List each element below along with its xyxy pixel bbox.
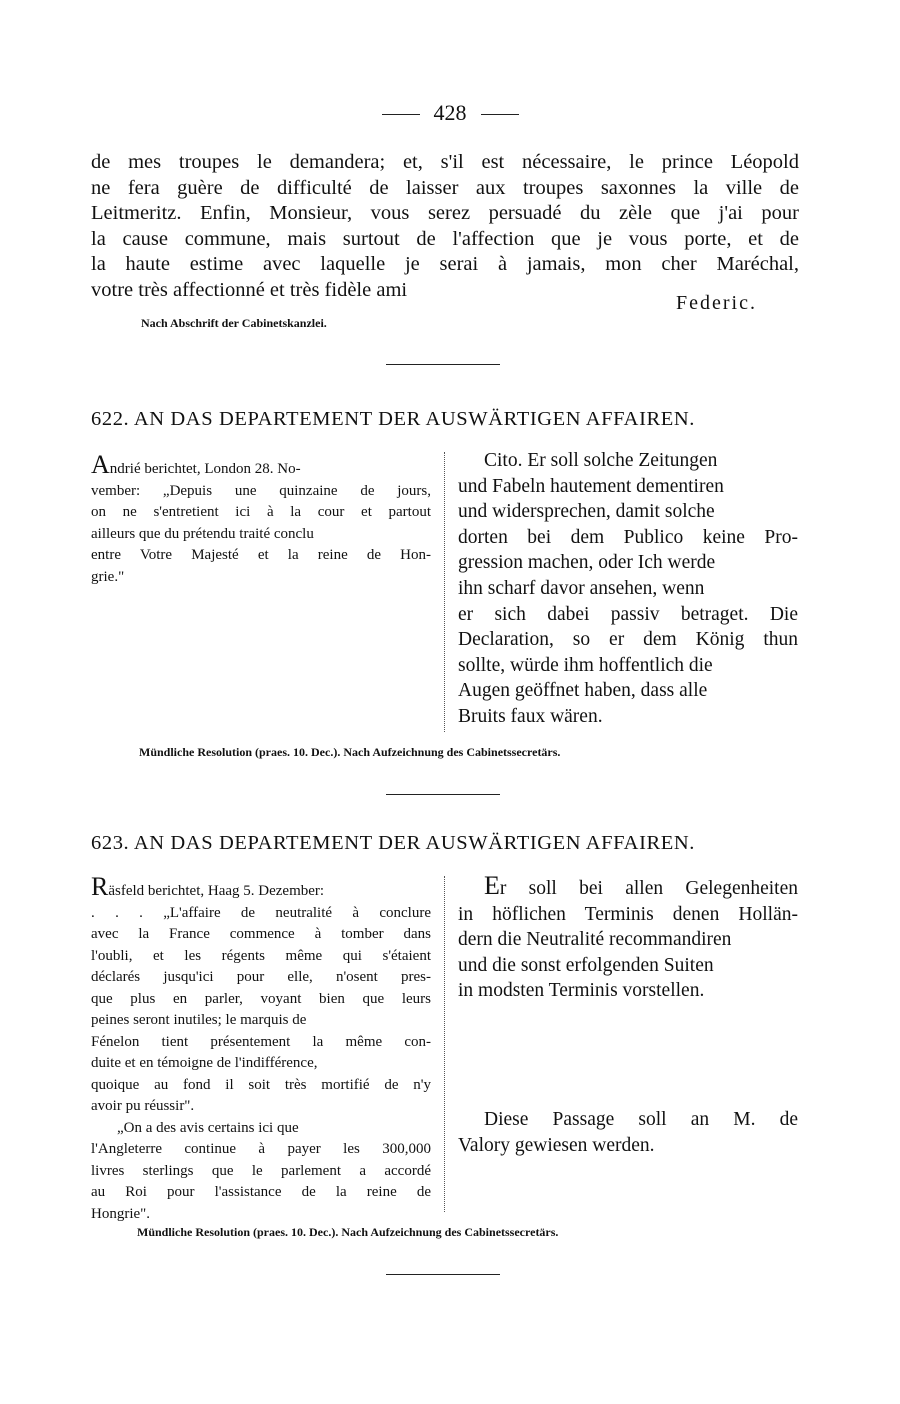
text-line: in höflichen Terminis denen Hollän- (458, 903, 798, 925)
text-line: Leitmeritz. Enfin, Monsieur, vous serez persuadé du zèle que j'ai pour (91, 202, 799, 225)
text-line: Valory gewiesen werden. (458, 1134, 655, 1156)
text-line: entre Votre Majesté et la reine de Hon- (91, 547, 431, 563)
text-line: Cito. Er soll solche Zeitungen (484, 450, 718, 471)
text-line: dern die Neutralité recommandiren (458, 929, 732, 951)
section-divider (386, 1274, 500, 1275)
initial-letter: A (91, 450, 110, 479)
text-line: vember: „Depuis une quinzaine de jours, (91, 482, 431, 499)
section-divider (386, 794, 500, 795)
text-line: Fénelon tient présentement la même con- (91, 1033, 431, 1050)
text-line: votre très affectionné et très fidèle ami (91, 278, 408, 301)
text-line: la cause commune, mais surtout de l'affection que je vous porte, et de (91, 227, 799, 250)
text-line: duite et en témoigne de l'indifférence, (91, 1055, 318, 1071)
resolution-passage-623 (458, 1107, 798, 1158)
text-line: livres sterlings que le parlement a accordé (91, 1162, 431, 1179)
text-line: sollte, würde ihm hoffentlich die (458, 654, 713, 676)
initial-letter: R (91, 872, 109, 901)
header-dash-left (382, 114, 420, 115)
text-line: ne fera guère de difficulté de laisser aux troupes saxonnes la ville de (91, 176, 799, 199)
text-line: er sich dabei passiv betraget. Die (458, 603, 798, 625)
text-line: que plus en parler, voyant bien que leurs (91, 990, 431, 1007)
text-line: l'oubli, et les régents même qui s'étaient (91, 947, 431, 964)
page-header (0, 100, 900, 126)
text-line: Diese Passage soll an M. de (484, 1109, 798, 1130)
source-note: Mündliche Resolution (praes. 10. Dec.). Nach Aufzeichnung des Cabinetssecretärs. (139, 745, 561, 759)
document-heading-622: 622. AN DAS DEPARTEMENT DER AUSWÄRTIGEN AFFAIREN. (91, 408, 696, 430)
text-line: Augen geöffnet haben, dass alle (458, 680, 708, 702)
text-line: avec la France commence à tomber dans (91, 926, 431, 942)
resolution-text-622 (458, 448, 798, 730)
text-line: . . . „L'affaire de neutralité à conclure (91, 904, 431, 921)
text-line: Er soll bei allen Gelegenheiten (484, 871, 798, 900)
report-summary-623 (91, 874, 431, 1225)
text-line: Bruits faux wären. (458, 705, 603, 727)
text-line: „On a des avis certains ici que (117, 1119, 299, 1136)
text-line: Hongrie". (91, 1205, 151, 1222)
text-line: ailleurs que du prétendu traité conclu (91, 525, 314, 542)
text-line: Declaration, so er dem König thun (458, 629, 798, 651)
text-line: in modsten Terminis vorstellen. (458, 980, 705, 1002)
text-line: quoique au fond il soit très mortifié de n'y (91, 1076, 431, 1093)
section-divider (386, 364, 500, 365)
text-line: déclarés jusqu'ici pour elle, n'osent pres- (91, 969, 431, 985)
text-line: peines seront inutiles; le marquis de (91, 1012, 307, 1028)
text-line: de mes troupes le demandera; et, s'il est nécessaire, le prince Léopold (91, 151, 799, 173)
text-line: und die sonst erfolgenden Suiten (458, 954, 714, 976)
column-separator (444, 452, 445, 732)
text-line: avoir pu réussir". (91, 1098, 195, 1114)
page-number: 428 (433, 100, 467, 125)
signature: Federic. (676, 292, 757, 314)
initial-letter: E (484, 871, 500, 900)
resolution-text-623 (458, 873, 798, 1004)
document-heading-623: 623. AN DAS DEPARTEMENT DER AUSWÄRTIGEN AFFAIREN. (91, 832, 696, 854)
text-line: la haute estime avec laquelle je serai à jamais, mon cher Maréchal, (91, 253, 799, 276)
text-line: Andrié berichtet, London 28. No- (91, 450, 301, 479)
text-line: au Roi pour l'assistance de la reine de (91, 1184, 431, 1200)
text-line: grie." (91, 568, 125, 585)
header-dash-right (481, 114, 519, 115)
text-line: und widersprechen, damit solche (458, 501, 715, 523)
text-line: on ne s'entretient ici à la cour et partout (91, 504, 431, 520)
source-note: Mündliche Resolution (praes. 10. Dec.). Nach Aufzeichnung des Cabinetssecretärs. (137, 1225, 559, 1239)
text-line: ihn scharf davor ansehen, wenn (458, 577, 705, 599)
letter-closing-paragraph (91, 150, 799, 304)
report-summary-622 (91, 452, 431, 588)
column-separator (444, 876, 445, 1212)
text-line: Räsfeld berichtet, Haag 5. Dezember: (91, 872, 325, 901)
text-line: und Fabeln hautement dementiren (458, 475, 724, 497)
text-line: l'Angleterre continue à payer les 300,000 (91, 1141, 431, 1157)
text-line: dorten bei dem Publico keine Pro- (458, 526, 798, 548)
source-note: Nach Abschrift der Cabinetskanzlei. (141, 316, 327, 330)
text-line: gression machen, oder Ich werde (458, 552, 716, 574)
